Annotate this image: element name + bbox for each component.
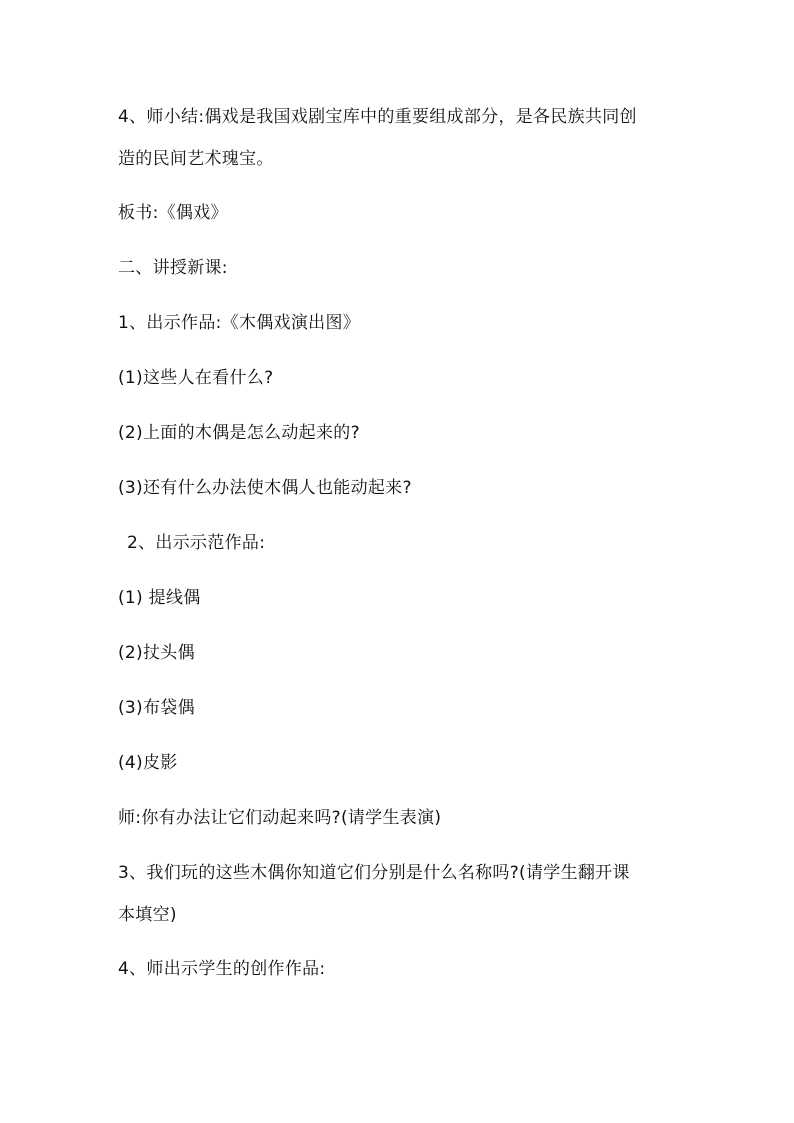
item-2: (2)扙头偶 xyxy=(118,643,195,663)
step-3-line-2: 本填空) xyxy=(118,905,177,925)
item-3: (3)布袋偶 xyxy=(118,698,195,718)
section-heading: 二、讲授新课: xyxy=(118,258,228,278)
item-4: (4)皮影 xyxy=(118,753,178,773)
item-1: (1) 提线偶 xyxy=(118,588,201,608)
summary-line-2: 造的民间艺术瑰宝。 xyxy=(118,149,274,169)
question-2: (2)上面的木偶是怎么动起来的? xyxy=(118,423,360,443)
question-1: (1)这些人在看什么? xyxy=(118,368,274,388)
step-4: 4、师出示学生的创作作品: xyxy=(118,959,326,979)
teacher-question: 师:你有办法让它们动起来吗?(请学生表演) xyxy=(118,808,442,828)
step-3-line-1: 3、我们玩的这些木偶你知道它们分别是什么名称吗?(请学生翻开课 xyxy=(118,863,630,883)
step-1: 1、出示作品:《木偶戏演出图》 xyxy=(118,313,361,333)
summary-line-1: 4、师小结:偶戏是我国戏剧宝库中的重要组成部分，是各民族共同创 xyxy=(118,107,637,127)
blackboard-title: 板书:《偶戏》 xyxy=(118,203,228,223)
question-3: (3)还有什么办法使木偶人也能动起来? xyxy=(118,478,412,498)
step-2: 2、出示示范作品: xyxy=(127,533,266,553)
